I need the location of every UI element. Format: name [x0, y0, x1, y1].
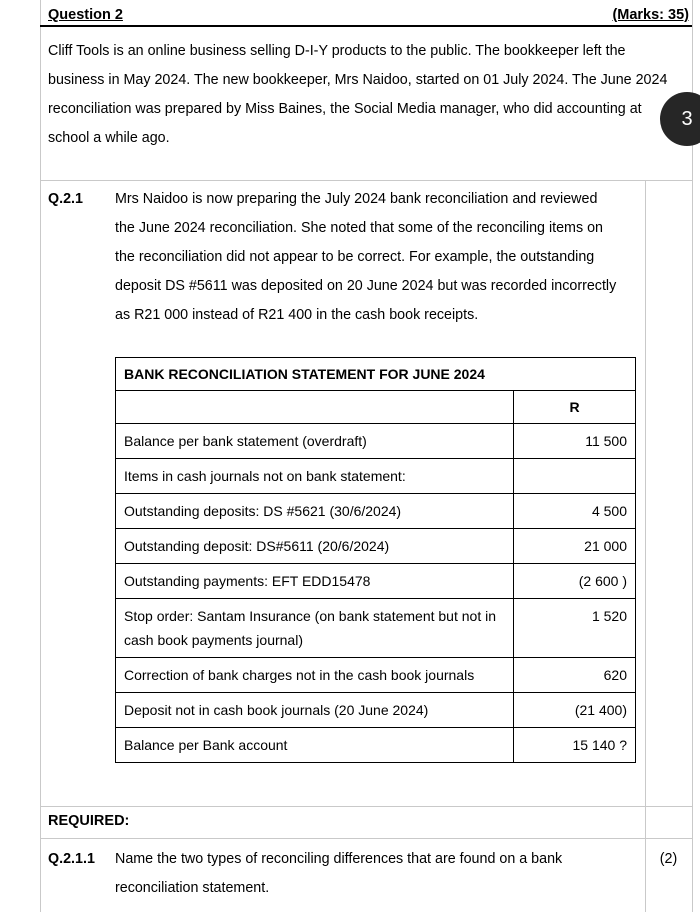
question-2-1	[48, 185, 616, 330]
table-row	[116, 599, 636, 658]
intro-line: school a while ago.	[48, 130, 170, 146]
row-label-cell: Deposit not in cash book journals (20 June 2024)	[116, 693, 514, 728]
table-row	[116, 424, 636, 459]
grid-line-before-required	[40, 806, 692, 807]
table-row	[116, 564, 636, 599]
intro-paragraph	[48, 37, 696, 153]
question-2-1-line: deposit DS #5611 was deposited on 20 June 2024 but was recorded incorrectly	[115, 278, 617, 294]
row-amount-cell: 15 140 ?	[514, 728, 636, 763]
currency-column-header: R	[514, 391, 636, 424]
table-row	[116, 529, 636, 564]
question-2-1-1-number: Q.2.1.1	[48, 851, 95, 867]
row-label-cell: Outstanding deposit: DS#5611 (20/6/2024)	[116, 529, 514, 564]
row-label-cell: Outstanding deposits: DS #5621 (30/6/2024)	[116, 494, 514, 529]
empty-header-cell	[116, 391, 514, 424]
question-title: Question 2	[48, 7, 123, 23]
table-title-row	[116, 358, 636, 391]
question-2-1-line: Mrs Naidoo is now preparing the July 2024 bank reconciliation and reviewed	[115, 191, 598, 207]
question-2-1-number: Q.2.1	[48, 191, 83, 207]
grid-line-after-intro	[40, 180, 692, 181]
row-amount-cell: 11 500	[514, 424, 636, 459]
table-row	[116, 459, 636, 494]
row-amount-cell: (21 400)	[514, 693, 636, 728]
row-amount-cell	[514, 459, 636, 494]
intro-line: business in May 2024. The new bookkeeper, Mrs Naidoo, started on 01 July 2024. The June 2024	[48, 72, 668, 88]
row-label-cell: Stop order: Santam Insurance (on bank statement but not in cash book payments journal)	[116, 599, 514, 658]
question-2-1-line: the June 2024 reconciliation. She noted that some of the reconciling items on	[115, 220, 603, 236]
intro-line: Cliff Tools is an online business selling D-I-Y products to the public. The bookkeeper left the	[48, 43, 626, 59]
question-2-1-1-marks: (2)	[659, 851, 678, 867]
table-row	[116, 728, 636, 763]
question-header	[40, 4, 692, 27]
question-2-1-line: as R21 000 instead of R21 400 in the cash book receipts.	[115, 307, 479, 323]
table-title: BANK RECONCILIATION STATEMENT FOR JUNE 2024	[116, 358, 636, 391]
table-row	[116, 494, 636, 529]
grid-line-after-required	[40, 838, 692, 839]
question-2-1-1-text	[115, 845, 562, 903]
question-2-1-1-line: Name the two types of reconciling differences that are found on a bank	[115, 851, 563, 867]
row-amount-cell: 1 520	[514, 599, 636, 658]
question-2-1-1-line: reconciliation statement.	[115, 880, 270, 896]
row-amount-cell: 4 500	[514, 494, 636, 529]
table-row	[116, 693, 636, 728]
grid-line-marks-column	[645, 180, 646, 912]
table-header-row	[116, 391, 636, 424]
intro-line: reconciliation was prepared by Miss Baines, the Social Media manager, who did accounting at	[48, 101, 642, 117]
row-label-cell: Correction of bank charges not in the cash book journals	[116, 658, 514, 693]
required-label: REQUIRED:	[48, 813, 130, 829]
row-label-cell: Outstanding payments: EFT EDD15478	[116, 564, 514, 599]
question-marks: (Marks: 35)	[612, 7, 689, 23]
row-amount-cell: 620	[514, 658, 636, 693]
row-label-cell: Items in cash journals not on bank statement:	[116, 459, 514, 494]
question-2-1-1	[48, 845, 562, 903]
question-2-1-text	[115, 185, 616, 330]
page-number-badge-text: 3	[681, 107, 693, 130]
row-label-cell: Balance per Bank account	[116, 728, 514, 763]
grid-line-left	[40, 0, 41, 912]
bank-reconciliation-table	[115, 357, 636, 763]
table-row	[116, 658, 636, 693]
row-label-cell: Balance per bank statement (overdraft)	[116, 424, 514, 459]
row-amount-cell: 21 000	[514, 529, 636, 564]
row-amount-cell: (2 600 )	[514, 564, 636, 599]
question-2-1-line: the reconciliation did not appear to be correct. For example, the outstanding	[115, 249, 595, 265]
